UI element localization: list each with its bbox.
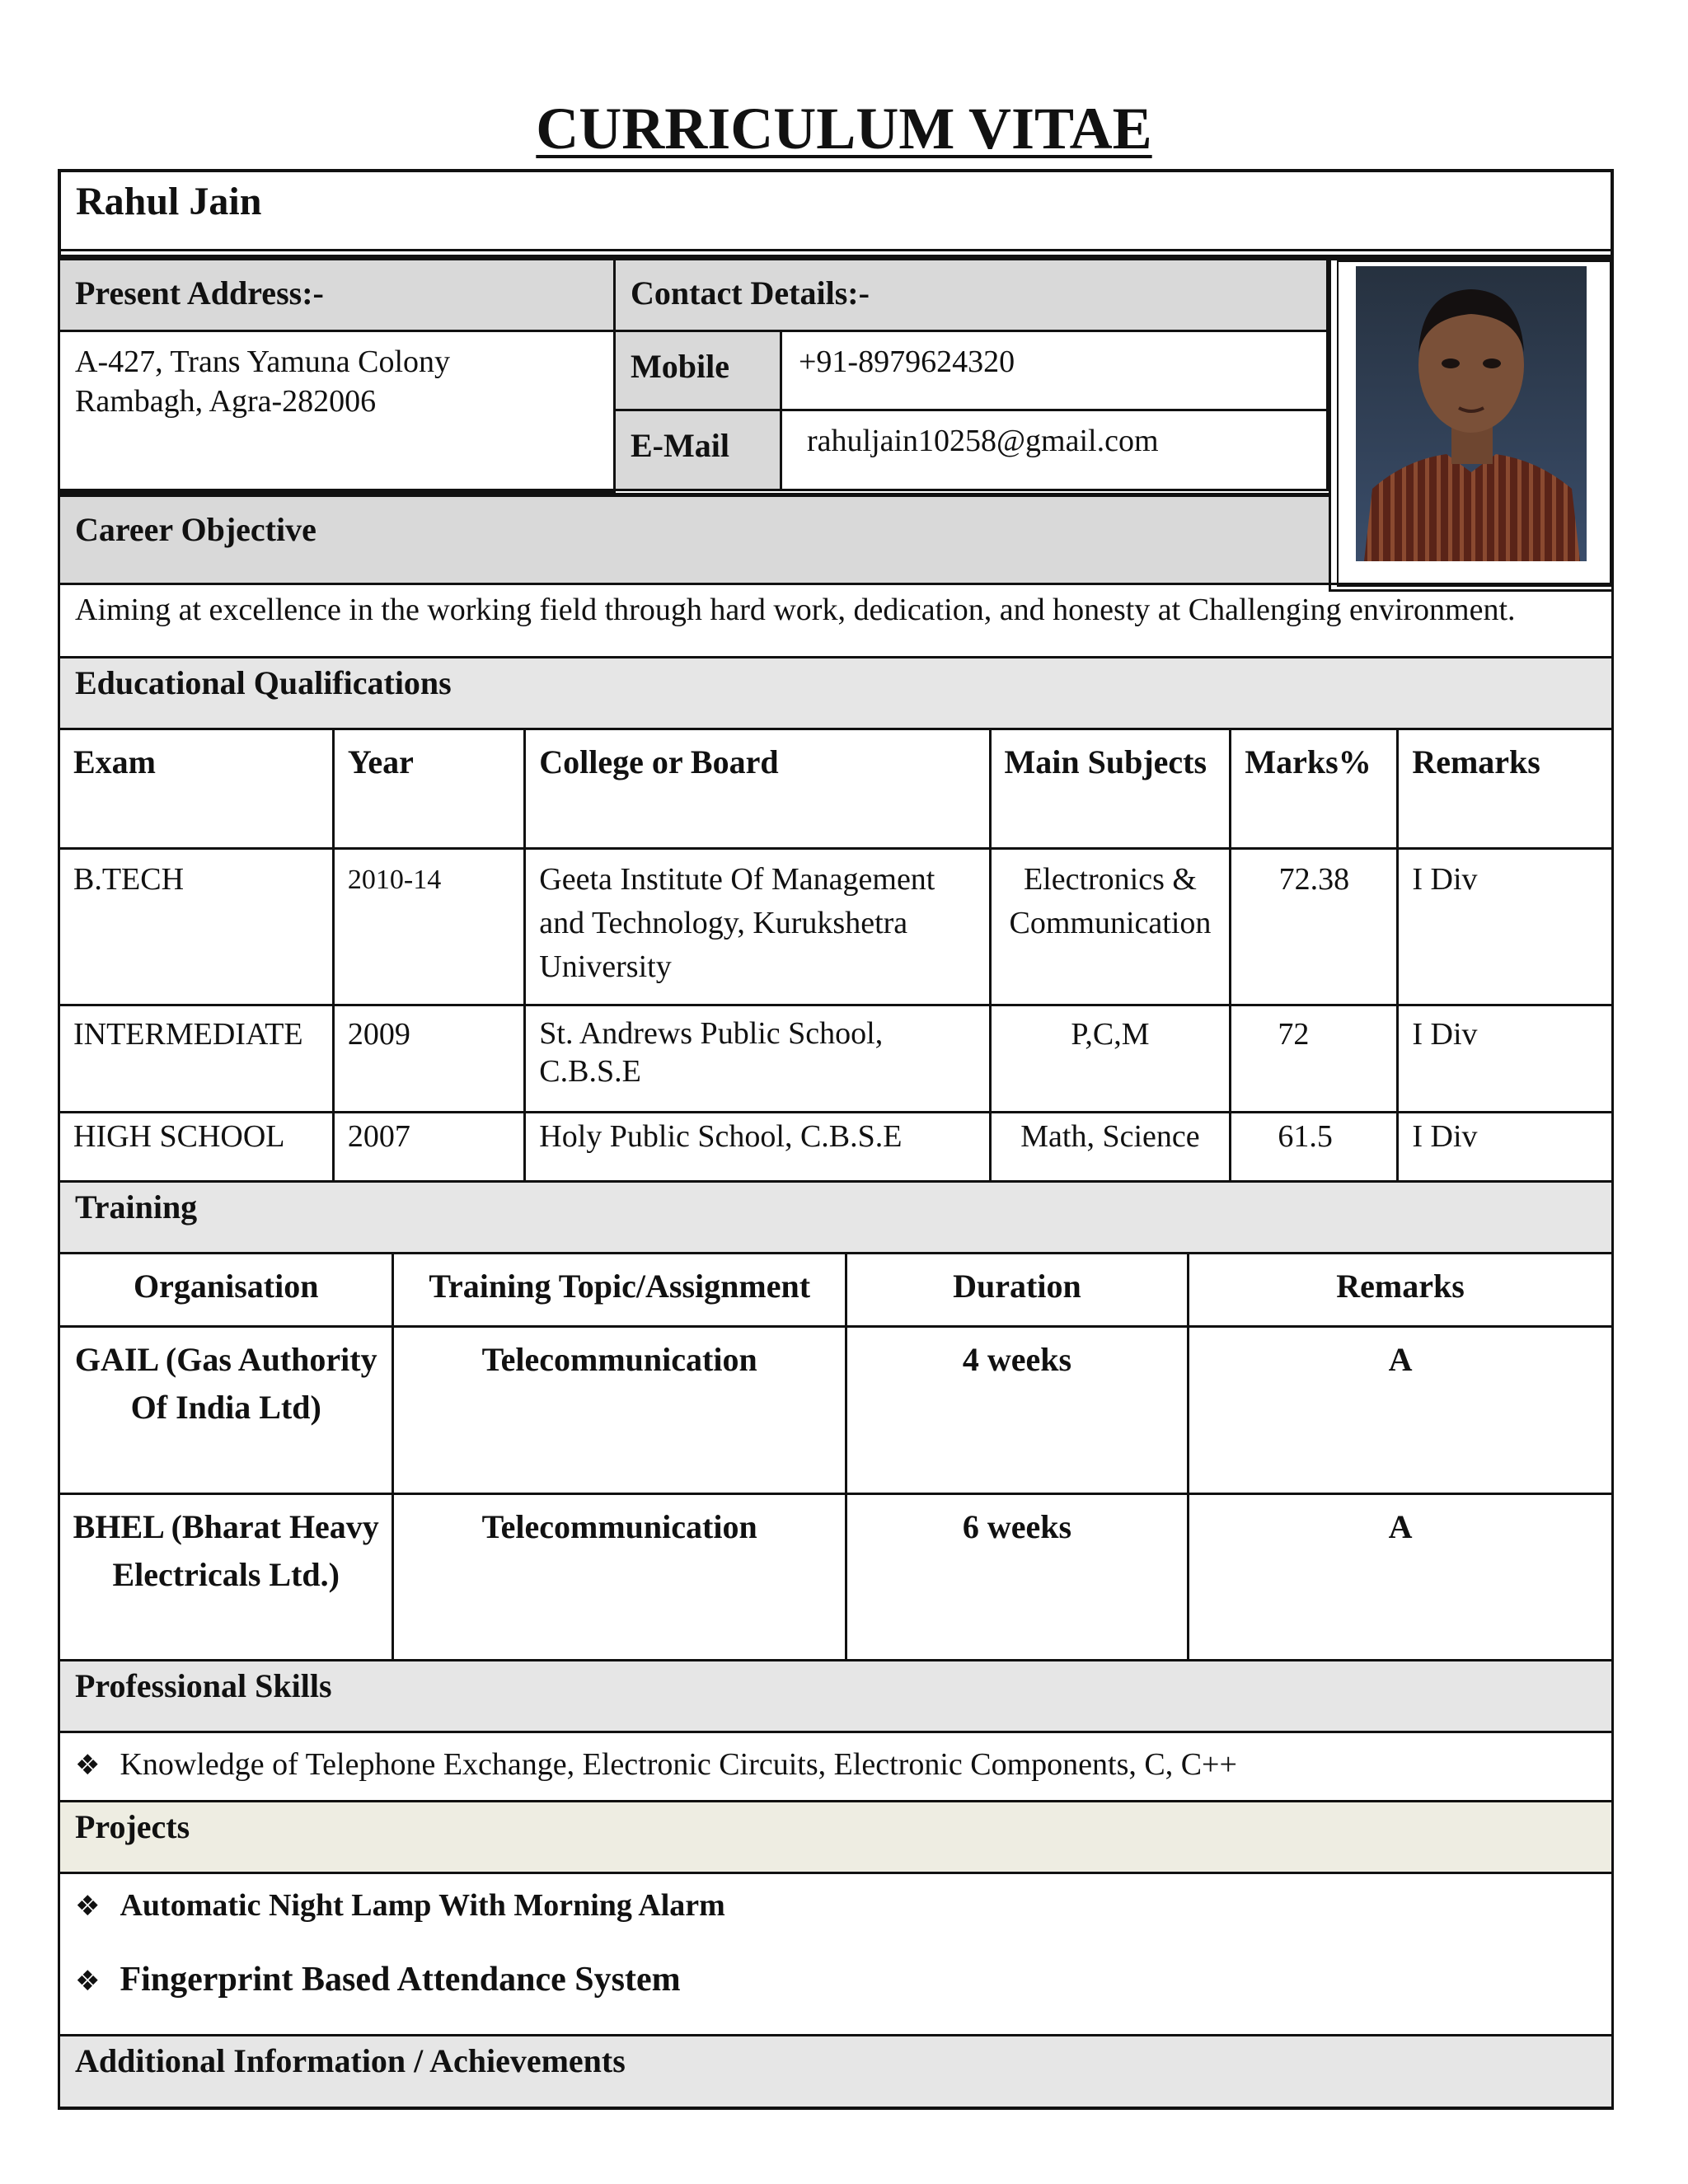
education-cell: Math, Science	[990, 1113, 1231, 1182]
education-cell: I Div	[1398, 1005, 1613, 1113]
education-cell: I Div	[1398, 849, 1613, 1005]
address-line-1: A-427, Trans Yamuna Colony	[75, 344, 451, 379]
address-line-2: Rambagh, Agra-282006	[75, 384, 377, 419]
training-col-duration: Duration	[846, 1254, 1188, 1327]
education-col-subjects: Main Subjects	[990, 729, 1231, 849]
name-box-inner-line	[61, 249, 1611, 251]
project-1: Automatic Night Lamp With Morning Alarm	[120, 1888, 725, 1923]
address-heading-cell	[58, 258, 616, 332]
projects-heading-cell	[58, 1800, 1614, 1874]
address-cell	[58, 330, 616, 493]
training-col-organisation: Organisation	[59, 1254, 393, 1327]
diamond-bullet-icon: ❖	[75, 1965, 101, 1998]
mobile-number: +91-8979624320	[799, 344, 1015, 379]
training-col-remarks: Remarks	[1189, 1254, 1613, 1327]
objective-heading: Career Objective	[75, 511, 316, 548]
list-item	[75, 1887, 725, 1924]
additional-heading-cell	[58, 2034, 1614, 2110]
education-cell: B.TECH	[59, 849, 334, 1005]
training-heading-cell	[58, 1180, 1614, 1254]
education-cell: 2007	[333, 1113, 524, 1182]
training-cell: 4 weeks	[846, 1327, 1188, 1494]
table-row	[59, 1327, 1613, 1494]
projects-list-cell	[58, 1872, 1614, 2036]
skill-text: Knowledge of Telephone Exchange, Electronic Circuits, Electronic Components, C, C++	[120, 1747, 1237, 1782]
education-cell: I Div	[1398, 1113, 1613, 1182]
list-item	[60, 1733, 1611, 1785]
contact-heading-cell	[613, 258, 1329, 332]
email-value-cell	[780, 409, 1329, 491]
contact-heading: Contact Details:-	[631, 274, 870, 312]
name-box	[58, 169, 1614, 258]
mobile-label: Mobile	[631, 348, 729, 385]
education-cell: 2010-14	[333, 849, 524, 1005]
training-cell: Telecommunication	[393, 1327, 846, 1494]
training-cell: Telecommunication	[393, 1494, 846, 1661]
education-heading-cell	[58, 656, 1614, 730]
education-cell: HIGH SCHOOL	[59, 1113, 334, 1182]
training-heading: Training	[75, 1188, 198, 1226]
candidate-photo	[1356, 266, 1587, 561]
mobile-label-cell	[613, 330, 782, 411]
objective-heading-cell	[58, 493, 1331, 585]
additional-heading: Additional Information / Achievements	[75, 2042, 626, 2079]
training-cell: A	[1189, 1327, 1613, 1494]
email-label-cell	[613, 409, 782, 491]
education-cell: Holy Public School, C.B.S.E	[525, 1113, 990, 1182]
table-row	[59, 849, 1613, 1005]
candidate-name: Rahul Jain	[76, 180, 262, 223]
education-heading: Educational Qualifications	[75, 664, 452, 701]
education-col-remarks: Remarks	[1398, 729, 1613, 849]
education-col-college: College or Board	[525, 729, 990, 849]
address-heading: Present Address:-	[75, 274, 324, 312]
skills-list-cell	[58, 1731, 1614, 1802]
education-cell: 72.38	[1231, 849, 1398, 1005]
education-cell: P,C,M	[990, 1005, 1231, 1113]
skills-heading: Professional Skills	[75, 1667, 332, 1704]
education-table	[58, 728, 1614, 1183]
diamond-bullet-icon: ❖	[75, 1749, 101, 1782]
table-row	[59, 1005, 1613, 1113]
training-col-topic: Training Topic/Assignment	[393, 1254, 846, 1327]
email-label: E-Mail	[631, 427, 729, 464]
document-title: CURRICULUM VITAE	[536, 96, 1152, 162]
education-cell: INTERMEDIATE	[59, 1005, 334, 1113]
education-cell: 61.5	[1231, 1113, 1398, 1182]
training-cell: 6 weeks	[846, 1494, 1188, 1661]
education-col-exam: Exam	[59, 729, 334, 849]
objective-text-cell	[58, 583, 1614, 658]
education-col-marks: Marks%	[1231, 729, 1398, 849]
education-cell: Geeta Institute Of Management and Technology, Kurukshetra University	[525, 849, 990, 1005]
diamond-bullet-icon: ❖	[75, 1890, 101, 1923]
training-cell: A	[1189, 1494, 1613, 1661]
education-cell: Electronics & Communication	[990, 849, 1231, 1005]
skills-heading-cell	[58, 1659, 1614, 1733]
email-address: rahuljain10258@gmail.com	[807, 424, 1159, 458]
project-2: Fingerprint Based Attendance System	[120, 1961, 681, 1999]
training-cell: BHEL (Bharat Heavy Electricals Ltd.)	[59, 1494, 393, 1661]
list-item	[75, 1960, 681, 1999]
training-cell: GAIL (Gas Authority Of India Ltd)	[59, 1327, 393, 1494]
education-cell: 72	[1231, 1005, 1398, 1113]
mobile-value-cell	[780, 330, 1329, 411]
training-table	[58, 1252, 1614, 1662]
projects-heading: Projects	[75, 1808, 190, 1845]
education-col-year: Year	[333, 729, 524, 849]
objective-text: Aiming at excellence in the working field through hard work, dedication, and honesty at Challenging environment.	[75, 593, 1516, 627]
table-row	[59, 1113, 1613, 1182]
education-cell: 2009	[333, 1005, 524, 1113]
education-cell: St. Andrews Public School, C.B.S.E	[525, 1005, 990, 1113]
table-row	[59, 1494, 1613, 1661]
